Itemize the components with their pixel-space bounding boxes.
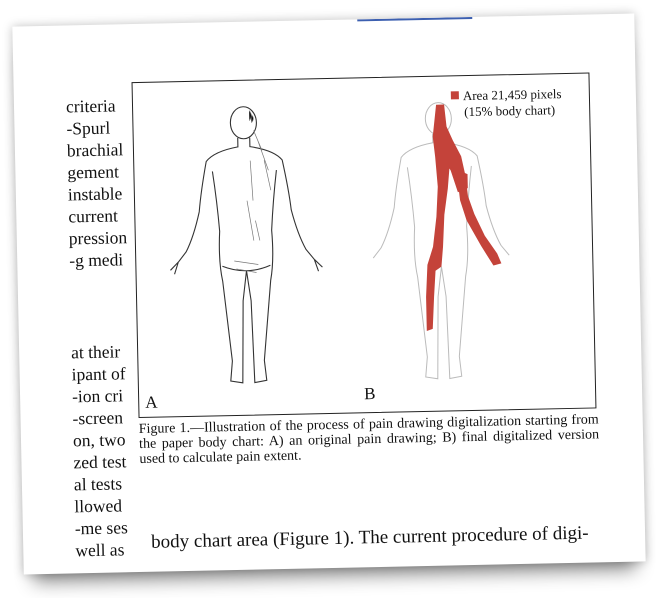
legend <box>451 86 562 120</box>
figure-caption: Figure 1.—Illustration of the process of pain drawing digitalization starting from the paper body chart: A) an original pain drawing; B) final digitalized version used to calculate pain extent. <box>138 412 600 468</box>
figure-1 <box>132 72 597 418</box>
column-text-line: well as <box>75 539 125 561</box>
column-text-line: me ses- <box>74 517 129 539</box>
column-text-line: g medi- <box>69 249 124 271</box>
column-text-line: brachial <box>66 139 124 161</box>
paper-page <box>12 14 645 575</box>
column-text-line: pression <box>68 227 128 249</box>
panel-label-a: A <box>145 392 158 412</box>
panel-label-b: B <box>363 384 376 404</box>
column-text-line: screen- <box>72 407 124 429</box>
column-text-line: ipant of <box>71 363 126 385</box>
legend-percent: (15% body chart) <box>464 102 556 120</box>
column-text-line: on, two <box>72 429 126 451</box>
body-chart-a <box>153 99 339 403</box>
body-text-line: body chart area (Figure 1). The current procedure of digi- <box>150 522 589 553</box>
link-underline <box>357 17 472 21</box>
column-text-line: criteria <box>65 95 116 117</box>
pain-area <box>422 103 503 331</box>
column-text-line: at their <box>70 341 121 363</box>
column-text-line: zed test <box>73 451 127 473</box>
legend-area: Area 21,459 pixels <box>462 86 562 104</box>
column-text-line: current <box>68 205 119 227</box>
legend-swatch <box>451 91 459 99</box>
column-text-line: instable <box>67 183 123 205</box>
column-text-line: gement <box>67 161 120 183</box>
column-text-line: llowed <box>74 495 123 517</box>
column-text-line: al tests <box>73 473 123 495</box>
column-text-line: ion cri- <box>71 385 124 407</box>
column-text-line: Spurl- <box>66 117 111 139</box>
body-chart-b <box>348 95 534 399</box>
